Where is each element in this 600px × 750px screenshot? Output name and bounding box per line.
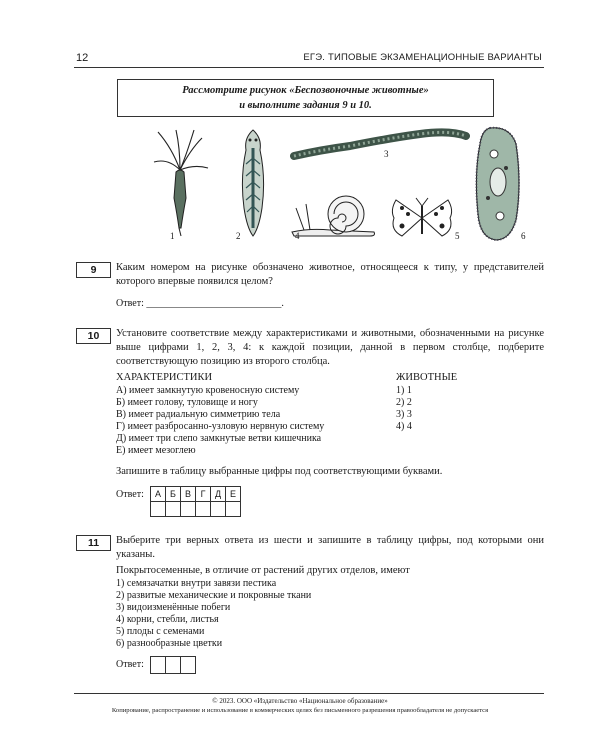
running-title: ЕГЭ. ТИПОВЫЕ ЭКЗАМЕНАЦИОННЫЕ ВАРИАНТЫ: [303, 52, 542, 63]
q10-answer-row: [151, 502, 241, 517]
question-9-text: Каким номером на рисунке обозначено животное, относящееся к типу, у представителей которого впервые появился целом?: [116, 262, 544, 287]
question-10-text: Установите соответствие между характеристиками и животными, обозначенными на рисунке выше цифрами 1, 2, 3, 4: к каждой позиции, данной в первом столбце, подберите соответствующую позицию из второго столбца.: [116, 328, 544, 367]
intro-line-2: и выполните задания 9 и 10.: [239, 100, 372, 111]
q10-letter-cell: Б: [166, 487, 181, 502]
q10-answer-cell[interactable]: [181, 502, 196, 517]
figure-label-1: 1: [170, 231, 175, 241]
q10-answer-cell[interactable]: [151, 502, 166, 517]
q11-option-4: 4) корни, стебли, листья: [116, 614, 219, 625]
question-11-number: 11: [76, 535, 111, 551]
animal-option-3: 3) 3: [396, 409, 412, 420]
animal-option-4: 4) 4: [396, 421, 412, 432]
q10-letter-row: [151, 487, 241, 502]
figure-label-2: 2: [236, 231, 241, 241]
question-11-text: Выберите три верных ответа из шести и запишите в таблицу цифры, под которыми они указаны.: [116, 535, 544, 560]
copyright-line: © 2023. ООО «Издательство «Национальное образование»: [212, 697, 388, 705]
footer-divider: [74, 693, 544, 694]
characteristics-header: ХАРАКТЕРИСТИКИ: [116, 372, 213, 383]
page-number: 12: [76, 52, 89, 64]
figure-label-6: 6: [521, 231, 526, 241]
q10-instruction: Запишите в таблицу выбранные цифры под соответствующими буквами.: [116, 466, 443, 477]
q11-option-2: 2) развитые механические и покровные ткани: [116, 590, 312, 601]
q11-answer-cell[interactable]: [166, 657, 181, 674]
q11-answer-prefix: Ответ:: [116, 659, 144, 670]
q11-answer-table: [150, 656, 196, 674]
q10-answer-prefix: Ответ:: [116, 489, 144, 500]
hydra-drawing: [150, 128, 210, 240]
q11-option-1: 1) семязачатки внутри завязи пестика: [116, 578, 277, 589]
q11-answer-row: [151, 657, 196, 674]
animals-header: ЖИВОТНЫЕ: [396, 372, 458, 383]
copyright-notice: Копирование, распространение и использование в коммерческих целях без письменного разрешения правообладателя не допускается: [111, 707, 489, 714]
q9-answer-field[interactable]: ___________________________.: [146, 298, 284, 309]
q10-answer-table: [150, 486, 241, 517]
q10-letter-cell: А: [151, 487, 166, 502]
figure-label-3: 3: [384, 149, 389, 159]
q11-option-5: 5) плоды с семенами: [116, 626, 205, 637]
animal-option-1: 1) 1: [396, 385, 412, 396]
q11-stem: Покрытосеменные, в отличие от растений других отделов, имеют: [116, 565, 410, 576]
earthworm-drawing: [290, 124, 470, 164]
snail-drawing: [290, 188, 380, 240]
figure-label-4: 4: [295, 231, 300, 241]
q10-answer-cell[interactable]: [166, 502, 181, 517]
header-divider: [74, 67, 544, 68]
animal-option-2: 2) 2: [396, 397, 412, 408]
paramecium-drawing: [470, 124, 524, 244]
q10-letter-cell: В: [181, 487, 196, 502]
q10-letter-cell: Д: [211, 487, 226, 502]
question-9-answer: [116, 298, 284, 309]
q11-answer-cell[interactable]: [181, 657, 196, 674]
q11-option-6: 6) разнообразные цветки: [116, 638, 223, 649]
q10-answer-cell[interactable]: [196, 502, 211, 517]
question-10-number: 10: [76, 328, 111, 344]
intro-instruction-box: [117, 79, 494, 117]
planarian-drawing: [232, 128, 274, 240]
q10-letter-cell: Г: [196, 487, 211, 502]
characteristic-e: Е) имеет мезоглею: [116, 445, 196, 456]
characteristic-g: Г) имеет разбросанно-узловую нервную систему: [116, 421, 325, 432]
characteristic-v: В) имеет радиальную симметрию тела: [116, 409, 281, 420]
q9-answer-prefix: Ответ:: [116, 298, 144, 309]
q11-answer-cell[interactable]: [151, 657, 166, 674]
intro-line-1: Рассмотрите рисунок «Беспозвоночные животные»: [182, 85, 429, 96]
q11-option-3: 3) видоизменённые побеги: [116, 602, 231, 613]
figure-label-5: 5: [455, 231, 460, 241]
question-9-number: 9: [76, 262, 111, 278]
characteristic-d: Д) имеет три слепо замкнутые ветви кишечника: [116, 433, 322, 444]
q10-letter-cell: Е: [226, 487, 241, 502]
characteristic-b: Б) имеет голову, туловище и ногу: [116, 397, 258, 408]
butterfly-drawing: [388, 196, 456, 240]
q10-answer-cell[interactable]: [226, 502, 241, 517]
characteristic-a: А) имеет замкнутую кровеносную систему: [116, 385, 300, 396]
q10-answer-cell[interactable]: [211, 502, 226, 517]
